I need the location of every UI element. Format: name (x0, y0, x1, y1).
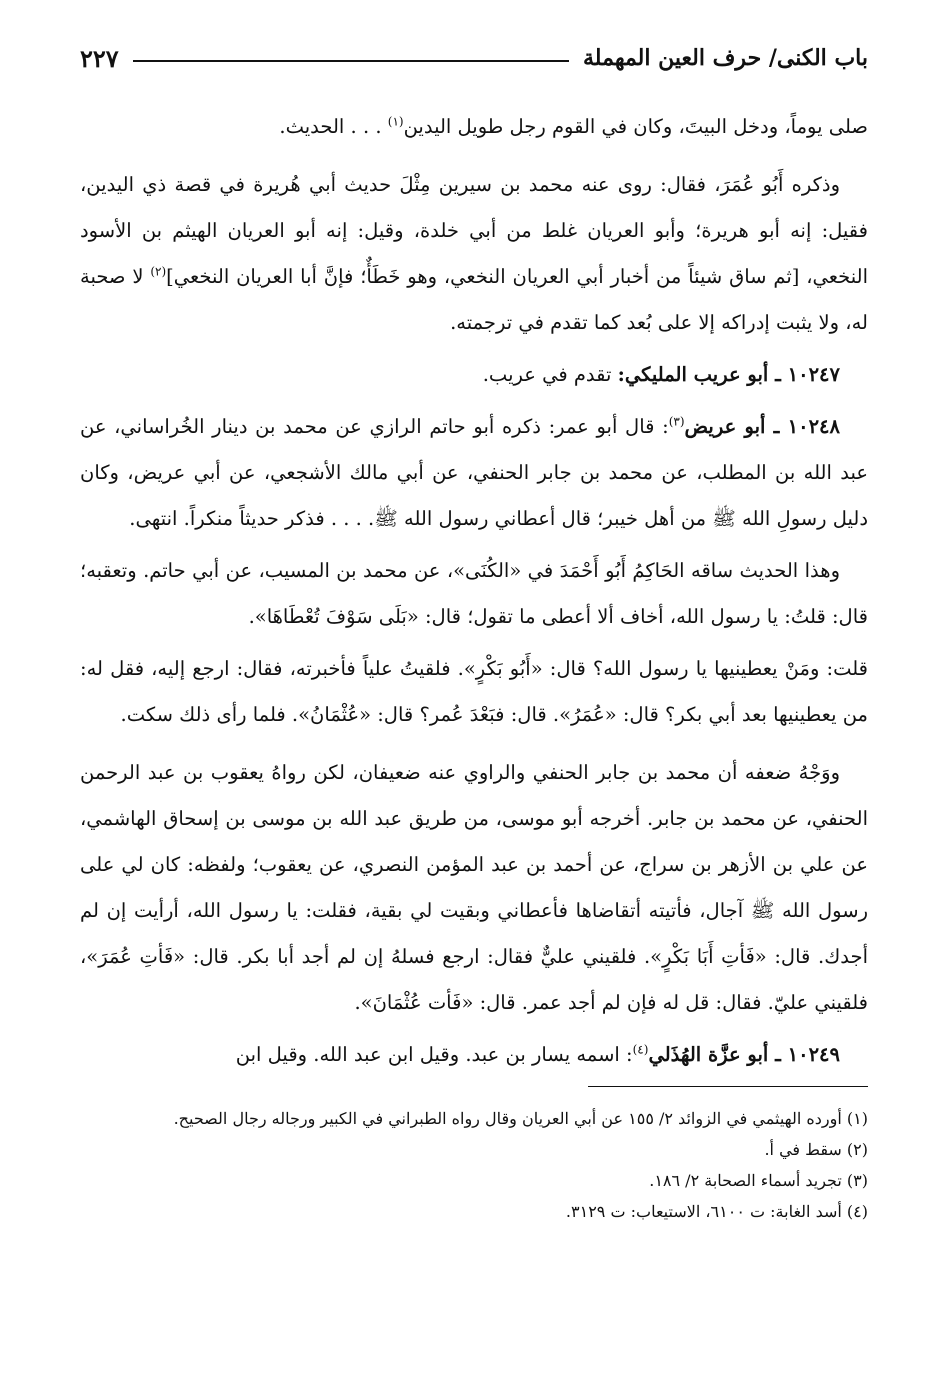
paragraph-5: قلت: ومَنْ يعطينيها يا رسول الله؟ قال: «أَبُو بَكْرٍ». فلقيتُ علياً فأخبرته، فقال: ارجع إليه، فقل له: من يعطينيها بعد أبي بكر؟ قال: «عُمَرُ». قال: فبَعْدَ عُمر؟ قال: «عُثْمَانُ». فلما رأى ذلك سكت. (80, 657, 868, 726)
running-header (80, 38, 868, 78)
paragraph-1 (80, 104, 868, 150)
footnote-2: (٢) سقط في أ. (764, 1140, 868, 1159)
footnote-ref-3: (٣) (668, 414, 685, 429)
entry-10247 (80, 352, 868, 398)
paragraph-text: لا صحبة له، ولا يثبت إدراكه إلا على بُعد كما تقدم في ترجمته. (80, 265, 868, 334)
paragraph-2 (80, 162, 868, 346)
footnote-ref-4: (٤) (632, 1042, 649, 1057)
entry-text: تقدم في عريب. (482, 363, 612, 386)
entry-text: : قال أبو عمر: ذكره أبو حاتم الرازي عن محمد بن دينار الخُراساني، عن عبد الله بن المطلب، عن محمد بن جابر الحنفي، عن أبي مالك الأشجعي، عن أبي عريض، وكان دليل رسولِ الله ﷺ من أهل خيبر؛ قال أعطاني رسول الله ﷺ. . . . فذكر حديثاً منكراً. انتهى. (80, 415, 868, 530)
paragraph-text: وذكره أَبُو عُمَرَ، فقال: روى عنه محمد بن سيرين مِثْلَ حديث أبي هُريرة في قصة ذي اليدين، فقيل: إنه أبو هريرة؛ وأبو العريان غلط من أبي خلدة، وقيل: إنه أبو العريان الهيثم بن الأسود النخعي، [ثم ساق شيئاً من أخبار أبي العريان النخعي، وهو خَطَأٌ؛ فإنَّ أبا العريان النخعي] (80, 173, 868, 288)
footnote-4: (٤) أسد الغابة: ت ٦١٠٠، الاستيعاب: ت ٣١٢٩. (565, 1202, 868, 1221)
entry-heading: ١٠٢٤٧ ـ أبو عريب المليكي: (617, 363, 840, 386)
page-number: ٢٢٧ (80, 43, 119, 73)
footnote-ref-1: (١) (387, 114, 404, 129)
footnote-1: (١) أورده الهيثمي في الزوائد ٢/ ١٥٥ عن أبي العريان وقال رواه الطبراني في الكبير ورجاله رجال الصحيح. (173, 1109, 868, 1128)
paragraph-text: صلى يوماً، ودخل البيتَ، وكان في القوم رجل طويل اليدين (403, 115, 868, 138)
entry-10248 (80, 404, 868, 542)
footnote-ref-2: (٢) (150, 264, 167, 279)
footnote-divider (588, 1086, 868, 1087)
header-rule (133, 60, 569, 62)
footnote-3: (٣) تجريد أسماء الصحابة ٢/ ١٨٦. (649, 1171, 868, 1190)
main-text (80, 104, 868, 1078)
paragraph-text: . . . الحديث. (279, 115, 382, 138)
entry-text: : اسمه يسار بن عبد. وقيل ابن عبد الله. وقيل ابن (235, 1043, 633, 1066)
entry-10249 (80, 1032, 868, 1078)
entry-heading: ١٠٢٤٩ ـ أبو عزَّة الهُذَلي (648, 1043, 840, 1066)
footnotes (80, 1103, 868, 1227)
entry-heading: ١٠٢٤٨ ـ أبو عريض (684, 415, 840, 438)
paragraph-4: وهذا الحديث ساقه الحَاكِمُ أَبُو أَحْمَدَ في «الكُنَى»، عن محمد بن المسيب، عن أبي حاتم. وتعقبه؛ قال: قلتُ: يا رسول الله، أخاف ألا أعطى ما تقول؛ قال: «بَلَى سَوْفَ تُعْطَاهَا». (80, 559, 868, 628)
chapter-title: باب الكنى/ حرف العين المهملة (583, 45, 868, 71)
paragraph-6: ووَجْهُ ضعفه أن محمد بن جابر الحنفي والراوي عنه ضعيفان، لكن رواهُ يعقوب بن عبد الرحمن الحنفي، عن محمد بن جابر. أخرجه أبو موسى، من طريق عبد الله بن موسى بن إسحاق الهاشمي، عن علي بن الأزهر بن سراج، عن أحمد بن عبد المؤمن النصري، عن يعقوب؛ ولفظه: كان لي على رسول الله ﷺ آجال، فأتيته أتقاضاها فأعطاني وبقيت لي بقية، فقلت: يا رسول الله، أرأيت إن لم أجدك. قال: «فَأتِ أَبَا بَكْرٍ». فلقيني عليٌّ فقال: ارجع فسلهُ إن لم أجد أبا بكر. قال: «فَأتِ عُمَرَ»، فلقيني عليّ. فقال: قل له فإن لم أجد عمر. قال: «فَأت عُثْمَانَ». (80, 761, 868, 1014)
